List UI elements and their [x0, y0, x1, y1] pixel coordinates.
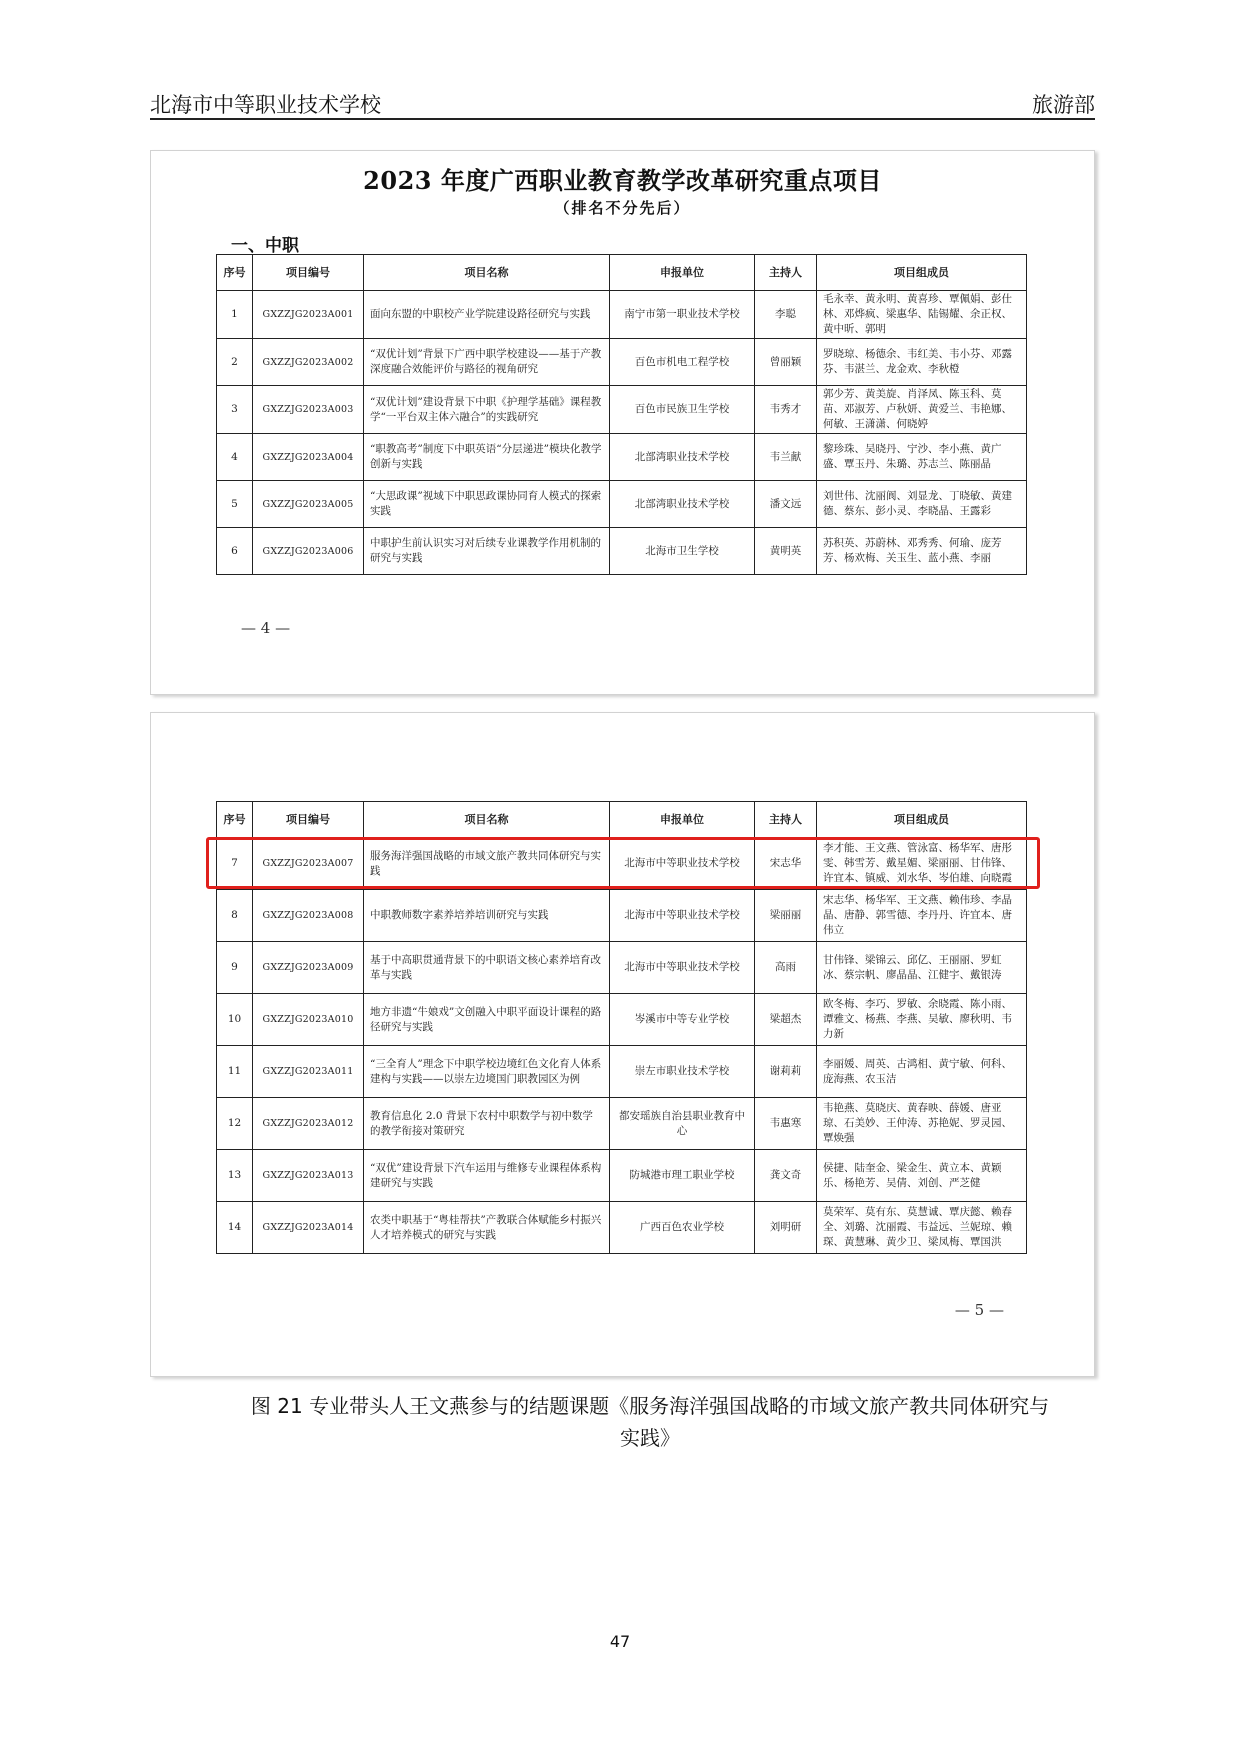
cell-project-code: GXZZJG2023A014 [253, 1202, 364, 1254]
cell-project-name: 地方非遗“牛娘戏”文创融入中职平面设计课程的路径研究与实践 [364, 994, 610, 1046]
table-row [217, 1150, 1027, 1202]
cell-project-code: GXZZJG2023A004 [253, 434, 364, 481]
cell-unit: 岑溪市中等专业学校 [610, 994, 755, 1046]
table-header-row [217, 802, 1027, 838]
col-header-host: 主持人 [755, 255, 817, 291]
cell-project-name: “双优”建设背景下汽车运用与维修专业课程体系构建研究与实践 [364, 1150, 610, 1202]
header-department: 旅游部 [1032, 93, 1095, 117]
cell-project-name: 面向东盟的中职校产业学院建设路径研究与实践 [364, 291, 610, 339]
cell-host: 韦兰献 [755, 434, 817, 481]
table-row [217, 890, 1027, 942]
inner-page-number-5: — 5 — [954, 1301, 1004, 1319]
cell-members: 欧冬梅、李巧、罗敏、余晓霞、陈小雨、谭雅文、杨燕、李燕、吴敏、廖秋明、韦力新 [817, 994, 1027, 1046]
document-title: 2023 年度广西职业教育教学改革研究重点项目 [363, 166, 882, 195]
page-number: 47 [609, 1632, 631, 1651]
cell-host: 韦惠寒 [755, 1098, 817, 1150]
cell-project-name: “职教高考”制度下中职英语“分层递进”模块化教学创新与实践 [364, 434, 610, 481]
col-header-code: 项目编号 [253, 802, 364, 838]
cell-no: 2 [217, 339, 253, 386]
cell-project-code: GXZZJG2023A010 [253, 994, 364, 1046]
cell-members: 郭少芳、黄美旋、肖泽凤、陈玉科、莫苗、邓淑芳、卢秋妍、黄爱兰、韦艳娜、何敏、王潇潇、何晓婷 [817, 386, 1027, 434]
col-header-members: 项目组成员 [817, 255, 1027, 291]
cell-no: 6 [217, 528, 253, 575]
cell-host: 刘明研 [755, 1202, 817, 1254]
project-table-page-5 [216, 801, 1027, 1254]
table-row [217, 838, 1027, 890]
cell-project-code: GXZZJG2023A008 [253, 890, 364, 942]
cell-project-name: 农类中职基于“粤桂帮扶”产教联合体赋能乡村振兴人才培养模式的研究与实践 [364, 1202, 610, 1254]
cell-project-name: 服务海洋强国战略的市域文旅产教共同体研究与实践 [364, 838, 610, 890]
col-header-code: 项目编号 [253, 255, 364, 291]
cell-no: 4 [217, 434, 253, 481]
section-heading: 一、中职 [231, 236, 299, 256]
scanned-page-5 [150, 712, 1095, 1377]
cell-members: 罗晓琼、杨德余、韦红美、韦小芬、邓露芬、韦湛兰、龙金欢、李秋橙 [817, 339, 1027, 386]
cell-host: 曾丽颖 [755, 339, 817, 386]
cell-project-name: “双优计划”建设背景下中职《护理学基础》课程教学“一平台双主体六融合”的实践研究 [364, 386, 610, 434]
cell-project-code: GXZZJG2023A002 [253, 339, 364, 386]
cell-unit: 都安瑶族自治县职业教育中心 [610, 1098, 755, 1150]
figure-caption [200, 1390, 1100, 1454]
table-row [217, 528, 1027, 575]
cell-no: 7 [217, 838, 253, 890]
col-header-members: 项目组成员 [817, 802, 1027, 838]
col-header-name: 项目名称 [364, 802, 610, 838]
table-row [217, 434, 1027, 481]
cell-project-code: GXZZJG2023A001 [253, 291, 364, 339]
cell-host: 李聪 [755, 291, 817, 339]
cell-unit: 百色市机电工程学校 [610, 339, 755, 386]
cell-members: 宋志华、杨华军、王文燕、赖伟珍、李晶晶、唐静、郭雪德、李丹丹、许宜本、唐伟立 [817, 890, 1027, 942]
cell-host: 潘文远 [755, 481, 817, 528]
cell-project-name: 中职护生前认识实习对后续专业课教学作用机制的研究与实践 [364, 528, 610, 575]
col-header-unit: 申报单位 [610, 802, 755, 838]
cell-no: 8 [217, 890, 253, 942]
cell-members: 甘伟锋、梁锦云、邱亿、王丽丽、罗虹冰、蔡宗帆、廖晶晶、江健宇、戴银涛 [817, 942, 1027, 994]
table-row [217, 481, 1027, 528]
inner-page-number-4: — 4 — [241, 619, 291, 637]
table-row [217, 339, 1027, 386]
cell-project-code: GXZZJG2023A011 [253, 1046, 364, 1098]
cell-host: 龚文奇 [755, 1150, 817, 1202]
cell-host: 高雨 [755, 942, 817, 994]
caption-line-1: 图 21 专业带头人王文燕参与的结题课题《服务海洋强国战略的市域文旅产教共同体研究与 [250, 1394, 1050, 1418]
cell-host: 黄明英 [755, 528, 817, 575]
header-school-name: 北海市中等职业技术学校 [150, 93, 381, 117]
cell-members: 李才能、王文燕、管泳富、杨华军、唐彤雯、韩雪芳、戴星媚、梁丽丽、甘伟锋、许宜本、镇威、刘水华、岑伯雄、向晓霞 [817, 838, 1027, 890]
col-header-unit: 申报单位 [610, 255, 755, 291]
cell-project-code: GXZZJG2023A005 [253, 481, 364, 528]
cell-project-name: “大思政课”视域下中职思政课协同育人模式的探索实践 [364, 481, 610, 528]
cell-host: 谢莉莉 [755, 1046, 817, 1098]
cell-members: 苏积英、苏蔚林、邓秀秀、何瑜、庞芳芳、杨欢梅、关玉生、蓝小燕、李丽 [817, 528, 1027, 575]
cell-host: 梁丽丽 [755, 890, 817, 942]
cell-no: 1 [217, 291, 253, 339]
cell-members: 毛永幸、黄永明、黄喜珍、覃佩娟、彭仕林、邓烨疯、梁惠华、陆锡耀、余正权、黄中昕、郭明 [817, 291, 1027, 339]
cell-no: 11 [217, 1046, 253, 1098]
project-table-page-4 [216, 254, 1027, 575]
col-header-no: 序号 [217, 255, 253, 291]
cell-members: 侯捷、陆奎金、梁金生、黄立本、黄颖乐、杨艳芳、吴倩、刘创、严芝健 [817, 1150, 1027, 1202]
col-header-no: 序号 [217, 802, 253, 838]
col-header-host: 主持人 [755, 802, 817, 838]
caption-line-2: 实践》 [620, 1426, 680, 1450]
cell-unit: 广西百色农业学校 [610, 1202, 755, 1254]
cell-no: 10 [217, 994, 253, 1046]
cell-unit: 崇左市职业技术学校 [610, 1046, 755, 1098]
table-row [217, 1098, 1027, 1150]
cell-project-code: GXZZJG2023A013 [253, 1150, 364, 1202]
cell-project-code: GXZZJG2023A007 [253, 838, 364, 890]
cell-project-name: 基于中高职贯通背景下的中职语文核心素养培育改革与实践 [364, 942, 610, 994]
table-row [217, 1202, 1027, 1254]
cell-unit: 北海市卫生学校 [610, 528, 755, 575]
page-header [150, 86, 1095, 120]
cell-no: 12 [217, 1098, 253, 1150]
table-row [217, 942, 1027, 994]
cell-host: 韦秀才 [755, 386, 817, 434]
col-header-name: 项目名称 [364, 255, 610, 291]
cell-host: 宋志华 [755, 838, 817, 890]
cell-members: 刘世伟、沈丽阆、刘显龙、丁晓敏、黄建德、蔡东、彭小灵、李晓晶、王露彩 [817, 481, 1027, 528]
cell-unit: 北海市中等职业技术学校 [610, 890, 755, 942]
cell-project-name: 中职教师数字素养培养培训研究与实践 [364, 890, 610, 942]
cell-unit: 北部湾职业技术学校 [610, 434, 755, 481]
cell-members: 黎珍珠、吴晓丹、宁沙、李小燕、黄广盛、覃玉丹、朱璐、苏志兰、陈丽晶 [817, 434, 1027, 481]
cell-project-code: GXZZJG2023A003 [253, 386, 364, 434]
table-header-row [217, 255, 1027, 291]
cell-unit: 北海市中等职业技术学校 [610, 942, 755, 994]
cell-unit: 防城港市理工职业学校 [610, 1150, 755, 1202]
cell-unit: 北海市中等职业技术学校 [610, 838, 755, 890]
scanned-page-4 [150, 150, 1095, 695]
table-row [217, 386, 1027, 434]
cell-members: 莫荣军、莫有东、莫慧诚、覃庆懿、赖春全、刘璐、沈丽霞、韦益远、兰妮琼、赖琛、黄慧琳、黄少卫、梁凤梅、覃国洪 [817, 1202, 1027, 1254]
cell-project-name: 教育信息化 2.0 背景下农村中职数学与初中数学的教学衔接对策研究 [364, 1098, 610, 1150]
table-row [217, 1046, 1027, 1098]
cell-unit: 南宁市第一职业技术学校 [610, 291, 755, 339]
cell-no: 5 [217, 481, 253, 528]
cell-project-name: “双优计划”背景下广西中职学校建设——基于产教深度融合效能评价与路径的视角研究 [364, 339, 610, 386]
cell-host: 梁超杰 [755, 994, 817, 1046]
cell-no: 14 [217, 1202, 253, 1254]
table-row [217, 291, 1027, 339]
document-subtitle: （排名不分先后） [554, 199, 691, 217]
cell-project-code: GXZZJG2023A006 [253, 528, 364, 575]
table-row [217, 994, 1027, 1046]
cell-project-code: GXZZJG2023A012 [253, 1098, 364, 1150]
cell-members: 韦艳燕、莫晓庆、黄春映、薛媛、唐亚琼、石美妙、王仲涛、苏艳妮、罗灵园、覃焕强 [817, 1098, 1027, 1150]
cell-unit: 北部湾职业技术学校 [610, 481, 755, 528]
cell-project-code: GXZZJG2023A009 [253, 942, 364, 994]
cell-no: 9 [217, 942, 253, 994]
cell-no: 13 [217, 1150, 253, 1202]
cell-project-name: “三全育人”理念下中职学校边境红色文化育人体系建构与实践——以崇左边境国门职教园区为例 [364, 1046, 610, 1098]
cell-members: 李丽媛、周英、古鸿相、黄宁敏、何科、庞海燕、农玉洁 [817, 1046, 1027, 1098]
cell-no: 3 [217, 386, 253, 434]
cell-unit: 百色市民族卫生学校 [610, 386, 755, 434]
